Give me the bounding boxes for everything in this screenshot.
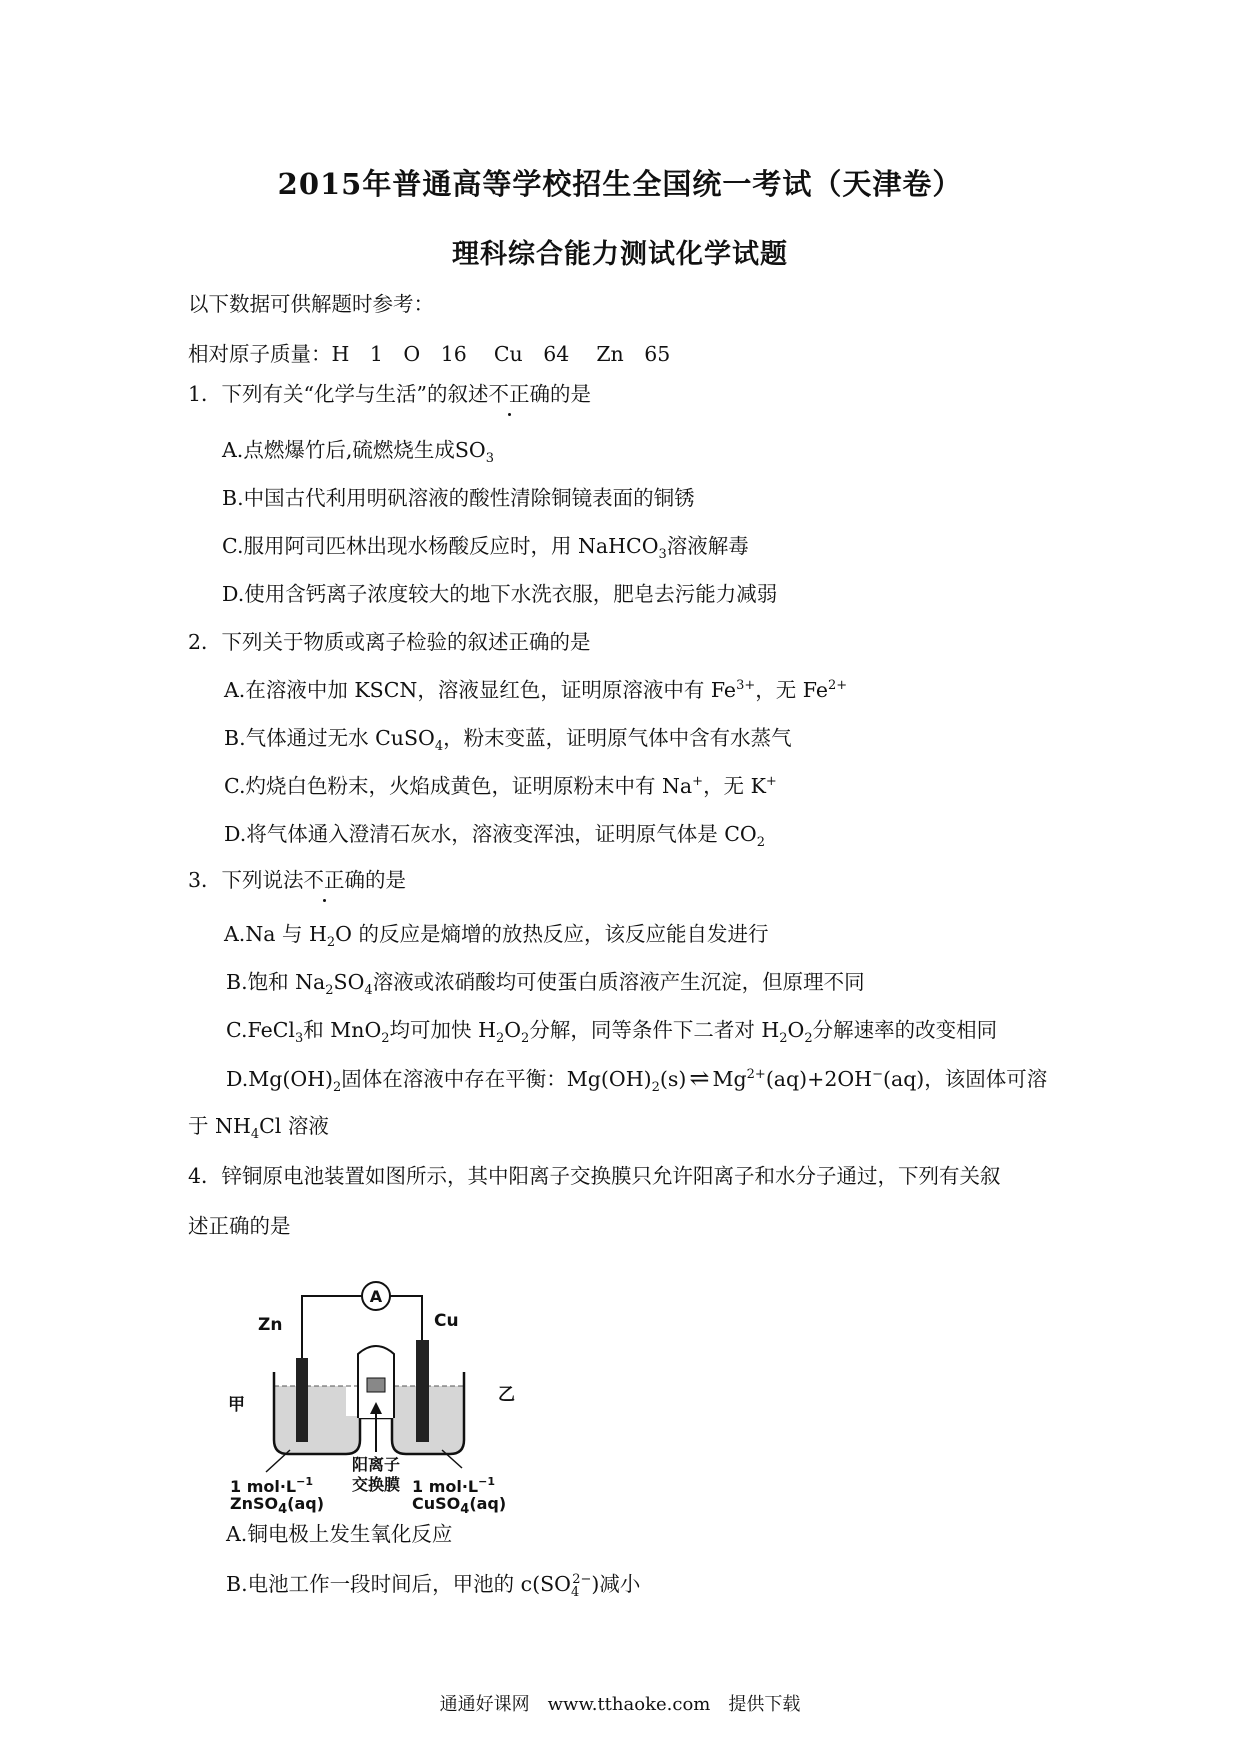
right-wire bbox=[390, 1296, 422, 1340]
question-2-stem: 2．下列关于物质或离子检验的叙述正确的是 bbox=[188, 630, 591, 654]
stem-text: 确的是 bbox=[529, 382, 592, 406]
right-solution-label: CuSO$_4$(aq) bbox=[412, 1494, 507, 1518]
galvanic-cell-figure bbox=[228, 1268, 524, 1518]
question-2-option-d: D.将气体通入澄清石灰水，溶液变浑浊，证明原气体是 $CO_2$ bbox=[224, 822, 766, 851]
stem-text: 下列有关“化学与生活”的叙述 bbox=[221, 382, 489, 406]
left-leader-line bbox=[266, 1450, 290, 1472]
reference-intro: 以下数据可供解题时参考： bbox=[188, 292, 434, 316]
cu-electrode-label: Cu bbox=[434, 1311, 459, 1331]
question-number: 1． bbox=[188, 382, 222, 406]
left-solution-label: ZnSO$_4$(aq) bbox=[230, 1494, 325, 1518]
question-1-option-b: B.中国古代利用明矾溶液的酸性清除铜镜表面的铜锈 bbox=[222, 486, 695, 510]
membrane-label-line2: 交换膜 bbox=[351, 1475, 401, 1494]
question-2-option-b: B.气体通过无水 CuSO$_4$，粉末变蓝，证明原气体中含有水蒸气 bbox=[224, 726, 792, 755]
emphasis-dotted: 不正 bbox=[303, 868, 345, 892]
question-1-stem bbox=[188, 380, 591, 408]
question-3-option-d-continued: 于 $NH_4Cl$ 溶液 bbox=[188, 1114, 329, 1143]
page-title: 2015年普通高等学校招生全国统一考试（天津卷） bbox=[277, 167, 963, 201]
question-3-option-a: A.Na 与 $H_2O$ 的反应是熵增的放热反应，该反应能自发进行 bbox=[224, 922, 769, 951]
right-cell-label: 乙 bbox=[498, 1385, 515, 1405]
zn-electrode bbox=[296, 1358, 308, 1442]
question-4-stem-continued: 述正确的是 bbox=[188, 1214, 291, 1238]
left-wire bbox=[302, 1296, 362, 1358]
question-1-option-a: A.点燃爆竹后,硫燃烧生成$SO_3$ bbox=[222, 438, 494, 467]
footer-source: 通通好课网 www.tthaoke.com 提供下载 bbox=[439, 1694, 801, 1715]
question-3-option-c: C.FeCl$_3$和 MnO$_2$均可加快 $H_2O_2$分解，同等条件下二者对 $H_2O_2$分解速率的改变相同 bbox=[226, 1018, 998, 1047]
question-1-option-d: D.使用含钙离子浓度较大的地下水洗衣服，肥皂去污能力减弱 bbox=[222, 582, 778, 606]
zn-electrode-label: Zn bbox=[258, 1315, 283, 1335]
left-cell-label: 甲 bbox=[228, 1395, 245, 1415]
ion-exchange-membrane bbox=[367, 1378, 385, 1392]
galvanic-cell-diagram bbox=[228, 1268, 524, 1508]
question-number: 2． bbox=[188, 630, 222, 654]
equilibrium-arrow: ⇌ bbox=[689, 1064, 710, 1092]
ammeter-label: A bbox=[369, 1287, 383, 1306]
emphasis-dotted: 不正 bbox=[488, 382, 530, 406]
page-subtitle: 理科综合能力测试化学试题 bbox=[452, 239, 788, 270]
question-1-option-c: C.服用阿司匹林出现水杨酸反应时，用 NaHCO$_3$溶液解毒 bbox=[222, 534, 749, 563]
question-4-stem: 4．锌铜原电池装置如图所示，其中阳离子交换膜只允许阳离子和水分子通过，下列有关叙 bbox=[188, 1164, 1001, 1188]
question-4-option-b: B.电池工作一段时间后，甲池的 $c(SO_4^{2-})$减小 bbox=[226, 1572, 641, 1601]
question-3-option-b: B.饱和 $Na_2SO_4$溶液或浓硝酸均可使蛋白质溶液产生沉淀，但原理不同 bbox=[226, 970, 865, 999]
right-concentration-label: 1 $mol\cdot L^{-1}$ bbox=[412, 1475, 495, 1496]
left-concentration-label: 1 $mol\cdot L^{-1}$ bbox=[230, 1475, 313, 1496]
question-4-option-a: A.铜电极上发生氧化反应 bbox=[226, 1522, 453, 1546]
cu-electrode bbox=[416, 1340, 429, 1442]
atomic-masses: 相对原子质量：H 1 O 16 Cu 64 Zn 65 bbox=[188, 342, 671, 366]
question-2-option-a: A.在溶液中加 KSCN，溶液显红色，证明原溶液中有 $Fe^{3+}$，无 $Fe^{2+}$ bbox=[224, 678, 848, 702]
question-number: 3． bbox=[188, 868, 222, 892]
membrane-label-line1: 阳离子 bbox=[351, 1455, 401, 1474]
question-3-option-d: $D.Mg(OH)_2$固体在溶液中存在平衡：$Mg(OH)_2(s)$ ⇌ $Mg^{2+}(aq)+2OH^-(aq)$，该固体可溶 bbox=[226, 1064, 1048, 1096]
question-2-option-c: C.灼烧白色粉末，火焰成黄色，证明原粉末中有 Na+，无 K+ bbox=[224, 774, 777, 798]
question-3-stem: 3．下列说法不正确的是 bbox=[188, 868, 407, 892]
question-number: 4． bbox=[188, 1164, 222, 1188]
